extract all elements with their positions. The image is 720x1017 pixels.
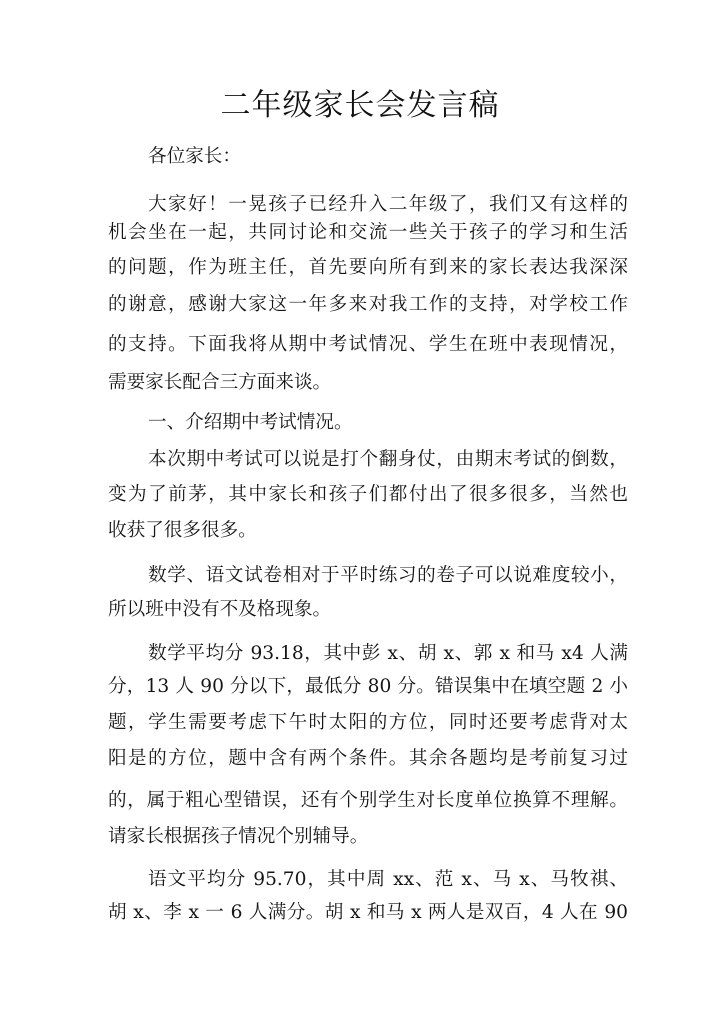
paragraph-line: 收获了很多很多。 (108, 520, 257, 541)
paragraph-line: 题，学生需要考虑下午时太阳的方位，同时还要考虑背对太 (108, 712, 628, 733)
paragraph-line: 的，属于粗心型错误，还有个别学生对长度单位换算不理解。 (108, 790, 628, 811)
paragraph-line: 的支持。下面我将从期中考试情况、学生在班中表现情况， (108, 334, 628, 355)
paragraph-line: 的问题，作为班主任，首先要向所有到来的家长表达我深深 (108, 257, 628, 278)
section-heading: 一、介绍期中考试情况。 (148, 412, 353, 433)
paragraph-line: 需要家长配合三方面来谈。 (108, 372, 332, 393)
paragraph-line: 胡 x、李 x 一 6 人满分。胡 x 和马 x 两人是双百，4 人在 90 (108, 902, 628, 923)
paragraph-line: 阳是的方位，题中含有两个条件。其余各题均是考前复习过 (108, 748, 628, 769)
paragraph-line: 语文平均分 95.70，其中周 xx、范 x、马 x、马牧祺、 (148, 869, 628, 890)
paragraph-line: 数学、语文试卷相对于平时练习的卷子可以说难度较小， (148, 565, 628, 586)
paragraph-line: 所以班中没有不及格现象。 (108, 599, 332, 620)
paragraph-line: 分，13 人 90 分以下，最低分 80 分。错误集中在填空题 2 小 (108, 676, 628, 697)
salutation: 各位家长： (148, 146, 241, 167)
paragraph-line: 本次期中考试可以说是打个翻身仗，由期末考试的倒数， (148, 449, 628, 470)
paragraph-line: 的谢意，感谢大家这一年多来对我工作的支持，对学校工作 (108, 294, 628, 315)
paragraph-line: 变为了前茅，其中家长和孩子们都付出了很多很多，当然也 (108, 484, 628, 505)
document-title: 二年级家长会发言稿 (220, 88, 500, 123)
paragraph-line: 机会坐在一起，共同讨论和交流一些关于孩子的学习和生活 (108, 222, 628, 243)
paragraph-line: 请家长根据孩子情况个别辅导。 (108, 826, 369, 847)
paragraph-line: 大家好！一晃孩子已经升入二年级了，我们又有这样的 (148, 194, 628, 215)
paragraph-line: 数学平均分 93.18，其中彭 x、胡 x、郭 x 和马 x4 人满 (148, 643, 628, 664)
